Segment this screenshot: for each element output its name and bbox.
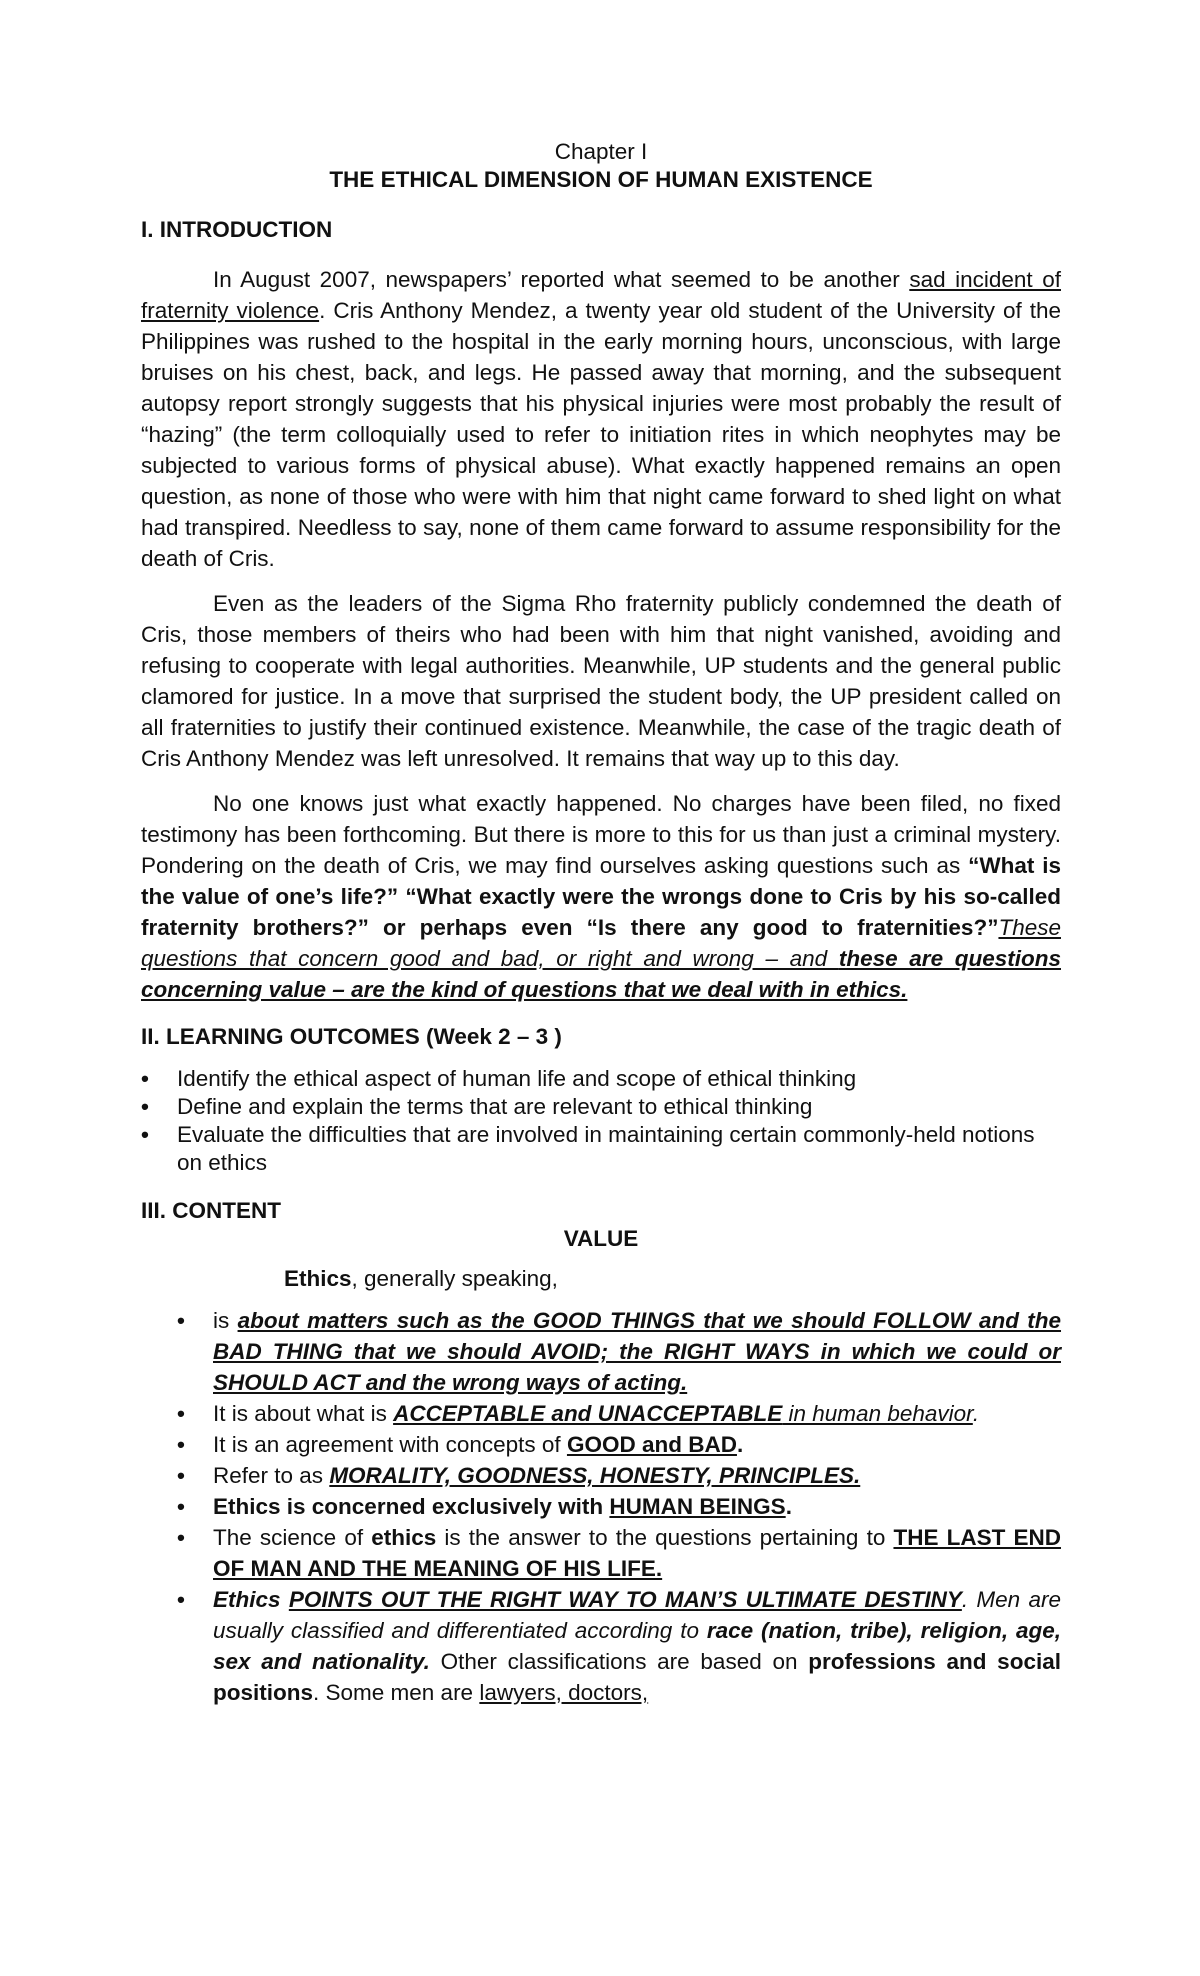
- questions-underlined: These questions that concern good and bad, or right and wrong – and: [141, 915, 1061, 971]
- section-heading-learning-outcomes: II. LEARNING OUTCOMES (Week 2 – 3 ): [141, 1024, 562, 1049]
- list-item: • Refer to as MORALITY, GOODNESS, HONESTY, PRINCIPLES.: [177, 1460, 1061, 1491]
- section-heading-introduction: I. INTRODUCTION: [141, 217, 333, 242]
- questions-bold: “What is the value of one’s life?” “What exactly were the wrongs done to Cris by his so-called fraternity brothers?” or perhaps even “Is there any good to fraternities?”: [141, 853, 1061, 940]
- list-item: • Ethics POINTS OUT THE RIGHT WAY TO MAN’S ULTIMATE DESTINY. Men are usually classified and differentiated according to race (nation, tribe), religion, age, sex and nationality. Other classifications are based on professions and social positions. Some men are lawyers, doctors,: [177, 1584, 1061, 1708]
- content-subheading: VALUE: [563, 1226, 639, 1251]
- section-heading-content: III. CONTENT: [141, 1198, 281, 1223]
- chapter-number: Chapter I: [554, 139, 648, 164]
- list-item: • Evaluate the difficulties that are involved in maintaining certain commonly-held notions on ethics: [141, 1121, 1061, 1177]
- chapter-title: THE ETHICAL DIMENSION OF HUMAN EXISTENCE: [329, 167, 873, 192]
- intro-paragraph-1: In August 2007, newspapers’ reported what seemed to be another sad incident of fraternity violence. Cris Anthony Mendez, a twenty year old student of the University of the Philippines was rushed to the hospital in the early morning hours, unconscious, with large bruises on his chest, back, and legs. He passed away that morning, and the subsequent autopsy report strongly suggests that his physical injuries were most probably the result of “hazing” (the term colloquially used to refer to initiation rites in which neophytes may be subjected to various forms of physical abuse). What exactly happened remains an open question, as none of those who were with him that night came forward to shed light on what had transpired. Needless to say, none of them came forward to assume responsibility for the death of Cris.: [141, 267, 1061, 571]
- list-item: • It is about what is ACCEPTABLE and UNACCEPTABLE in human behavior.: [177, 1398, 1061, 1429]
- intro-paragraph-2: Even as the leaders of the Sigma Rho fraternity publicly condemned the death of Cris, those members of theirs who had been with him that night vanished, avoiding and refusing to cooperate with legal authorities. Meanwhile, UP students and the general public clamored for justice. In a move that surprised the student body, the UP president called on all fraternities to justify their continued existence. Meanwhile, the case of the tragic death of Cris Anthony Mendez was left unresolved. It remains that way up to this day.: [141, 591, 1061, 771]
- document-page: [141, 138, 1061, 1708]
- content-lead: Ethics, generally speaking,: [284, 1266, 558, 1291]
- list-item: • It is an agreement with concepts of GOOD and BAD.: [177, 1429, 1061, 1460]
- underlined-phrase: sad incident of fraternity violence: [141, 267, 1061, 323]
- list-item: • Ethics is concerned exclusively with HUMAN BEINGS.: [177, 1491, 1061, 1522]
- list-item: • Identify the ethical aspect of human life and scope of ethical thinking: [141, 1065, 1061, 1093]
- questions-emphasis: these are questions concerning value – are the kind of questions that we deal with in ethics.: [141, 946, 1061, 1002]
- list-item: • The science of ethics is the answer to the questions pertaining to THE LAST END OF MAN AND THE MEANING OF HIS LIFE.: [177, 1522, 1061, 1584]
- intro-paragraph-3: No one knows just what exactly happened. No charges have been filed, no fixed testimony has been forthcoming. But there is more to this for us than just a criminal mystery. Pondering on the death of Cris, we may find ourselves asking questions such as “What is the value of one’s life?” “What exactly were the wrongs done to Cris by his so-called fraternity brothers?” or perhaps even “Is there any good to fraternities?”These questions that concern good and bad, or right and wrong – and these are questions concerning value – are the kind of questions that we deal with in ethics.: [141, 791, 1061, 1002]
- learning-outcomes-list: [141, 1065, 1061, 1177]
- list-item: • is about matters such as the GOOD THINGS that we should FOLLOW and the BAD THING that we should AVOID; the RIGHT WAYS in which we could or SHOULD ACT and the wrong ways of acting.: [177, 1305, 1061, 1398]
- content-list: [177, 1305, 1061, 1708]
- list-item: • Define and explain the terms that are relevant to ethical thinking: [141, 1093, 1061, 1121]
